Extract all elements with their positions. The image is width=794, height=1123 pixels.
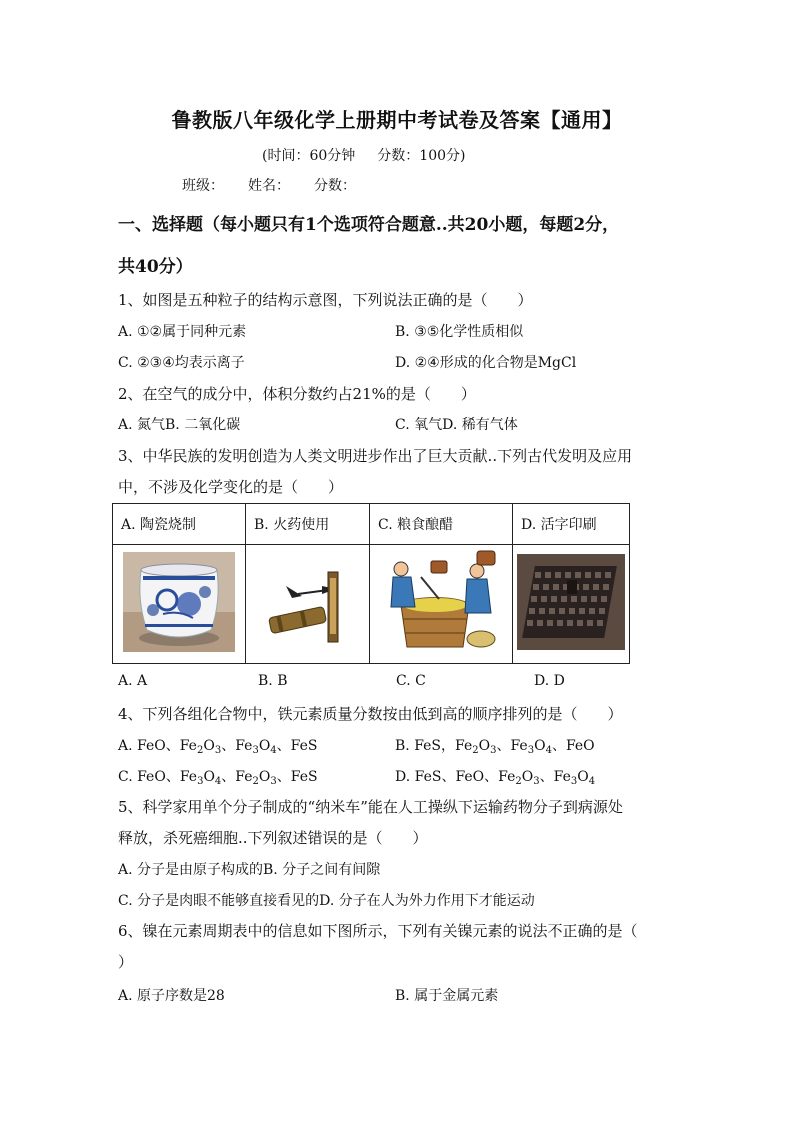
q1-stem: 1、如图是五种粒子的结构示意图，下列说法正确的是（ ） — [118, 291, 533, 309]
page-title: 鲁教版八年级化学上册期中考试卷及答案【通用】 — [171, 108, 623, 132]
section-heading-line1: 一、选择题（每小题只有1个选项符合题意..共20小题，每题2分， — [118, 215, 620, 235]
exam-time: (时间：60分钟 — [262, 148, 356, 164]
q5-stem-line2: 释放，杀死癌细胞..下列叙述错误的是（ ） — [118, 829, 428, 847]
q4-option-a: A. FeO、$Fe_2O_3$、$Fe_3O_4$、FeS — [118, 738, 318, 756]
q3-answer-b: B. B — [258, 673, 288, 689]
q5-options-ab: A. 分子是由原子构成的B. 分子之间有间隙 — [118, 862, 381, 878]
q1-option-d: D. ②④形成的化合物是MgCl — [395, 355, 577, 371]
porcelain-image — [113, 545, 246, 664]
q6-stem-line1: 6、镍在元素周期表中的信息如下图所示，下列有关镍元素的说法不正确的是（ — [118, 922, 638, 940]
q3-header-a: A. 陶瓷烧制 — [113, 504, 246, 545]
q5-stem-line1: 5、科学家用单个分子制成的“纳米车”能在人工操纵下运输药物分子到病源处 — [118, 798, 623, 816]
name-label: 姓名： — [248, 178, 290, 194]
q3-header-c: C. 粮食酿醋 — [370, 504, 513, 545]
exam-total-score: 分数：100分) — [377, 148, 466, 164]
q4-option-b: B. FeS，$Fe_2O_3$、$Fe_3O_4$、FeO — [395, 738, 595, 756]
q3-header-b: B. 火药使用 — [246, 504, 370, 545]
q2-options-cd: C. 氧气D. 稀有气体 — [395, 417, 518, 433]
q5-options-cd: C. 分子是肉眼不能够直接看见的D. 分子在人为外力作用下才能运动 — [118, 893, 535, 909]
class-label: 班级： — [182, 178, 224, 194]
q1-option-c: C. ②③④均表示离子 — [118, 355, 245, 371]
q3-answer-d: D. D — [534, 673, 565, 689]
exam-time-score — [262, 145, 465, 165]
q4-option-d: D. FeS、FeO、$Fe_2O_3$、$Fe_3O_4$ — [395, 769, 596, 787]
vinegar-brewing-image — [370, 545, 513, 664]
q4-option-c: C. FeO、$Fe_3O_4$、$Fe_2O_3$、FeS — [118, 769, 318, 787]
q3-stem-line2: 中，不涉及化学变化的是（ ） — [118, 478, 344, 496]
q2-stem: 2、在空气的成分中，体积分数约占21%的是（ ） — [118, 385, 476, 403]
q6-stem-line2: ） — [118, 953, 134, 971]
q6-option-a: A. 原子序数是28 — [118, 988, 225, 1004]
q3-answer-c: C. C — [396, 673, 426, 689]
student-info — [182, 175, 380, 195]
q1-option-a: A. ①②属于同种元素 — [118, 324, 247, 340]
movable-type-image — [513, 545, 630, 664]
gunpowder-image — [246, 545, 370, 664]
q3-answer-a: A. A — [118, 673, 148, 689]
q1-option-b: B. ③⑤化学性质相似 — [395, 324, 524, 340]
score-label: 分数： — [314, 178, 356, 194]
q3-header-d: D. 活字印刷 — [513, 504, 630, 545]
q2-options-ab: A. 氮气B. 二氧化碳 — [118, 417, 241, 433]
q3-stem-line1: 3、中华民族的发明创造为人类文明进步作出了巨大贡献..下列古代发明及应用 — [118, 447, 633, 465]
q4-stem: 4、下列各组化合物中，铁元素质量分数按由低到高的顺序排列的是（ ） — [118, 705, 623, 723]
q3-invention-table — [112, 503, 630, 664]
section-heading-line2: 共40分） — [118, 257, 193, 277]
q6-option-b: B. 属于金属元素 — [395, 988, 499, 1004]
